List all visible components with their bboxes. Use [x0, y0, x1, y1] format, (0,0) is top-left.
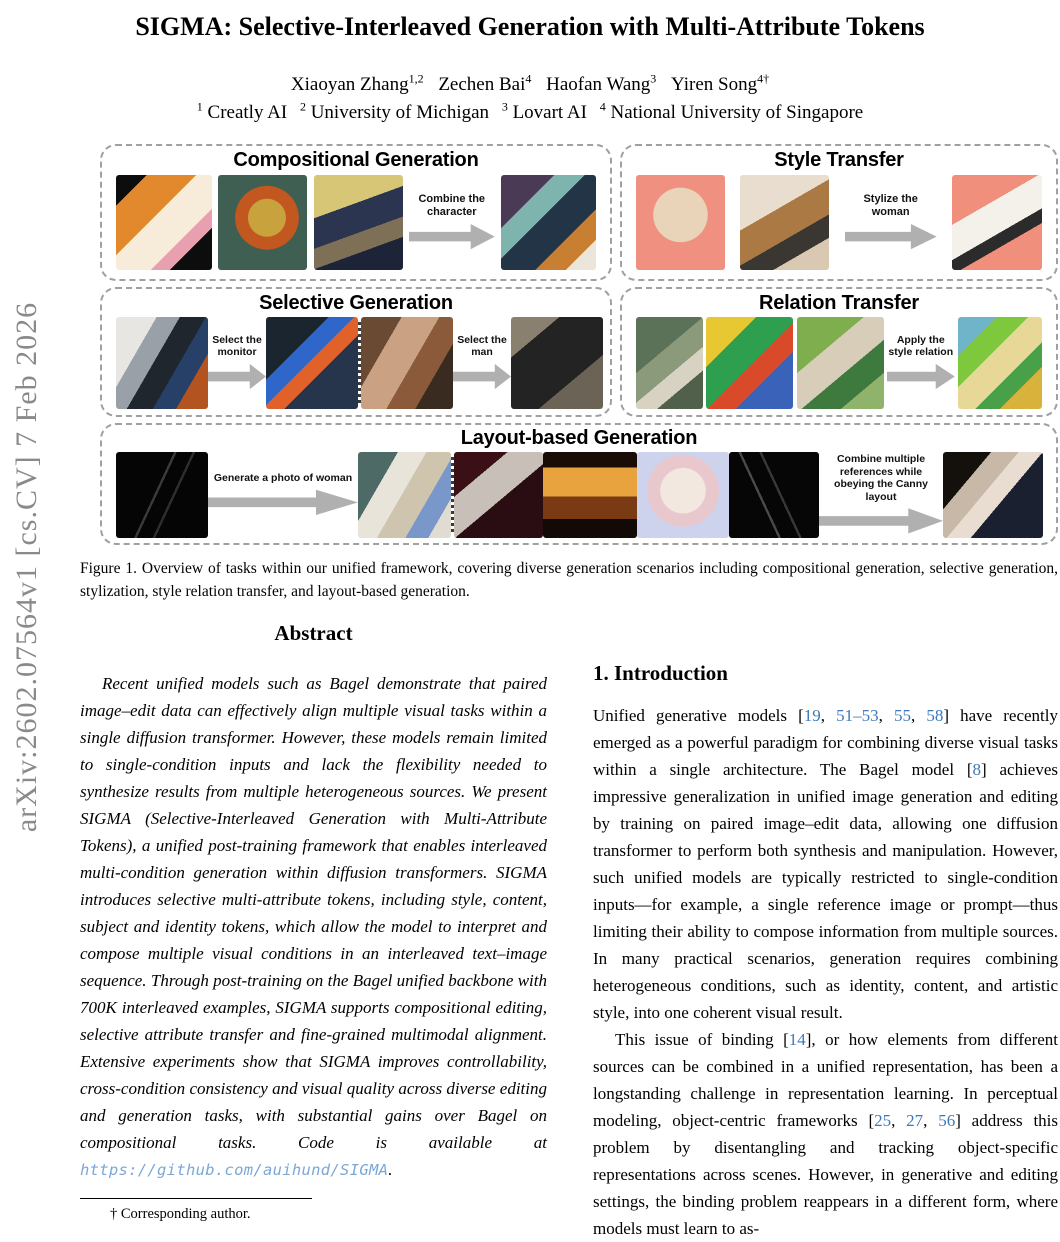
affiliation-sup: 3 — [501, 99, 508, 114]
text-run: , — [923, 1110, 939, 1130]
intro-paragraph-1 — [593, 702, 1058, 1026]
panel-layout — [100, 423, 1058, 545]
affiliation — [599, 99, 864, 123]
text-run: , — [878, 705, 894, 725]
panel-title-style-transfer: Style Transfer — [774, 148, 904, 171]
woman-mountains-photo-image — [636, 317, 703, 409]
panel-title-selective: Selective Generation — [259, 291, 453, 314]
panel-items-style-transfer — [622, 172, 1056, 279]
author-name: Haofan Wang — [546, 74, 651, 96]
text-run: ] address this problem by disentangling and tracking object-specific representations across scenes. However, in generative and editing settings, the binding problem reappears in a different form, where models must learn to as- — [593, 1110, 1059, 1238]
arrow-label: Select the monitor — [212, 333, 262, 359]
affiliation-sup: 2 — [299, 99, 306, 114]
panel-items-relation — [622, 315, 1056, 417]
canny-edge-layout-image — [729, 452, 819, 538]
arrow-label: Stylize the woman — [863, 192, 918, 218]
citation-link[interactable]: 58 — [926, 705, 944, 725]
panel-items-compositional — [102, 172, 610, 279]
citation-link[interactable]: 14 — [788, 1029, 806, 1049]
right-column — [593, 617, 1058, 1242]
combined-layout-output-image — [943, 452, 1043, 538]
introduction-heading: 1. Introduction — [593, 660, 728, 685]
author-affil-sup: 1,2 — [408, 72, 424, 86]
right-arrow-icon — [845, 222, 937, 252]
author-name: Xiaoyan Zhang — [290, 74, 409, 96]
panel-title-compositional: Compositional Generation — [233, 148, 479, 171]
anime-girl-reference-image — [314, 175, 403, 270]
arrow-block — [845, 193, 937, 252]
panel-items-layout — [102, 450, 1056, 546]
panel-style-transfer — [620, 144, 1058, 281]
affiliations-line — [0, 99, 1060, 123]
arxiv-watermark: arXiv:2602.07564v1 [cs.CV] 7 Feb 2026 — [10, 301, 43, 833]
text-run: ] have recently emerged as a powerful paradigm for combining diverse visual tasks within a single architecture. The Bagel model [ — [593, 705, 1058, 779]
panel-title-layout: Layout-based Generation — [460, 426, 698, 449]
affiliation-name: Lovart AI — [512, 101, 587, 123]
canny-edge-woman-image — [116, 452, 208, 538]
monitor-desk-output-image — [266, 317, 358, 409]
combined-characters-output-image — [501, 175, 596, 270]
abstract-body: Recent unified models such as Bagel demonstrate that paired image–edit data can effectively align multiple visual tasks within a single diffusion transformer. However, these models remain limited to single-condition inputs and lack the flexibility needed to synthesize results from multiple heterogeneous sources. We present SIGMA (Selective-Interleaved Generation with Multi-Attribute Tokens), a unified post-training framework that enables interleaved multi-condition generation within diffusion transformers. SIGMA introduces selective multi-attribute tokens, including style, content, subject and identity tokens, which allow the model to interpret and compose multiple visual conditions in an interleaved text–image sequence. Through post-training on the Bagel unified backbone with 700K interleaved examples, SIGMA supports compositional editing, selective attribute transfer and fine-grained multimodal alignment. Extensive experiments show that SIGMA improves controllability, cross-condition consistency and visual quality across diverse editing and generation tasks, with substantial gains over Bagel on compositional tasks. Code is available at — [80, 673, 547, 1152]
pig-character-reference-image — [116, 175, 212, 270]
author — [438, 74, 531, 95]
authors-line — [0, 72, 1060, 96]
citation-link[interactable]: 27 — [906, 1110, 924, 1130]
footnote-rule — [80, 1198, 312, 1199]
painted-man-output-image — [511, 317, 603, 409]
corresponding-author-footnote: † Corresponding author. — [110, 1205, 251, 1222]
arrow-block — [819, 453, 943, 536]
citation-link[interactable]: 25 — [874, 1110, 892, 1130]
figure-1 — [100, 144, 1058, 545]
citation-link[interactable]: 55 — [893, 705, 911, 725]
affiliation-name: Creatly AI — [207, 101, 288, 123]
abstract-period: . — [388, 1159, 393, 1179]
flames-reference-image — [543, 452, 637, 538]
figure-caption: Figure 1. Overview of tasks within our unified framework, covering diverse generation scenarios including compositional generation, selective generation, stylization, style relation transfer, and layout-based generation. — [80, 559, 1058, 600]
arrow-label: Generate a photo of woman — [213, 471, 353, 484]
arrow-label: Select the man — [457, 333, 507, 359]
woman-windmill-photo-image — [797, 317, 884, 409]
panel-selective — [100, 287, 612, 417]
text-run: , — [891, 1110, 907, 1130]
author — [671, 74, 769, 95]
author-affil-sup: 4 — [525, 72, 532, 86]
stylized-woman-output-image — [952, 175, 1042, 270]
arrow-label: Combine multiple references while obeying the Canny layout — [834, 453, 928, 503]
right-arrow-icon — [409, 222, 495, 252]
figure-row-1 — [100, 144, 1058, 281]
citation-link[interactable]: 8 — [972, 759, 982, 779]
right-arrow-icon — [208, 487, 358, 517]
panel-compositional — [100, 144, 612, 281]
woman-drinking-photo-image — [740, 175, 829, 270]
author — [546, 74, 656, 95]
citation-link[interactable]: 51–53 — [836, 705, 879, 725]
text-run: , — [910, 705, 927, 725]
right-arrow-icon — [819, 506, 943, 536]
code-link[interactable]: https://github.com/auihund/SIGMA — [80, 1160, 389, 1179]
figure-row-2 — [100, 287, 1058, 417]
author-name: Yiren Song — [671, 74, 758, 96]
affiliation-name: University of Michigan — [310, 101, 490, 123]
panel-title-relation: Relation Transfer — [759, 291, 919, 314]
right-arrow-icon — [887, 362, 955, 392]
woman-with-desk-reference-image — [116, 317, 208, 409]
abstract-heading: Abstract — [274, 620, 353, 645]
figure-row-3 — [100, 423, 1058, 545]
author — [291, 74, 424, 95]
panel-items-selective — [102, 315, 610, 417]
arrow-block — [409, 193, 495, 252]
right-arrow-icon — [453, 362, 511, 392]
arrow-label: Apply the style relation — [888, 333, 954, 359]
citation-link[interactable]: 19 — [803, 705, 821, 725]
text-run: Unified generative models [ — [593, 705, 804, 725]
generated-woman-photo-image — [358, 452, 451, 538]
arrow-label: Combine the character — [418, 192, 486, 218]
diver-character-reference-image — [218, 175, 307, 270]
paper-title: SIGMA: Selective-Interleaved Generation with Multi-Attribute Tokens — [135, 12, 925, 41]
arrow-block — [887, 334, 955, 392]
painting-group-reference-image — [361, 317, 453, 409]
body-columns — [80, 617, 1060, 1242]
roses-reference-image — [637, 452, 729, 538]
right-arrow-icon — [208, 362, 266, 392]
text-run: ], or how elements from different sources can be combined in a unified representation, has been a longstanding challenge in representation learning. In perceptual modeling, object-centric frameworks [ — [593, 1029, 1058, 1130]
text-run: This issue of binding [ — [615, 1029, 789, 1049]
cartoon-woman-output-image — [958, 317, 1042, 409]
woman-cartoon-reference-image — [706, 317, 793, 409]
affiliation-name: National University of Singapore — [610, 101, 864, 123]
text-run: ] achieves impressive generalization in unified image generation and editing by training on paired image–edit data, allowing one diffusion transformer to perform both synthesis and manipulation. However, such unified models are typically restricted to single-condition inputs—for example, a single reference image or prompt—thus limiting their ability to compose information from multiple sources. In many practical scenarios, generation requires combining heterogeneous conditions, such as identity, content, and artistic style, into one coherent visual result. — [593, 759, 1059, 1022]
affiliation — [501, 99, 587, 123]
arrow-block — [453, 334, 511, 392]
paper-page — [0, 12, 1060, 1238]
panel-relation — [620, 287, 1058, 417]
style-reference-illustration-image — [636, 175, 725, 270]
author-affil-sup: 4† — [757, 72, 770, 86]
left-column — [80, 617, 547, 1242]
arrow-block — [208, 334, 266, 392]
singer-reference-image — [454, 452, 543, 538]
author-affil-sup: 3 — [650, 72, 657, 86]
intro-paragraph-2 — [593, 1026, 1058, 1242]
author-name: Zechen Bai — [438, 74, 526, 96]
affiliation — [196, 99, 288, 123]
affiliation-sup: 4 — [599, 99, 606, 114]
affiliation-sup: 1 — [196, 99, 203, 114]
abstract-text — [80, 670, 547, 1184]
text-run: , — [820, 705, 837, 725]
affiliation — [299, 99, 490, 123]
arrow-block — [208, 472, 358, 517]
citation-link[interactable]: 56 — [938, 1110, 956, 1130]
